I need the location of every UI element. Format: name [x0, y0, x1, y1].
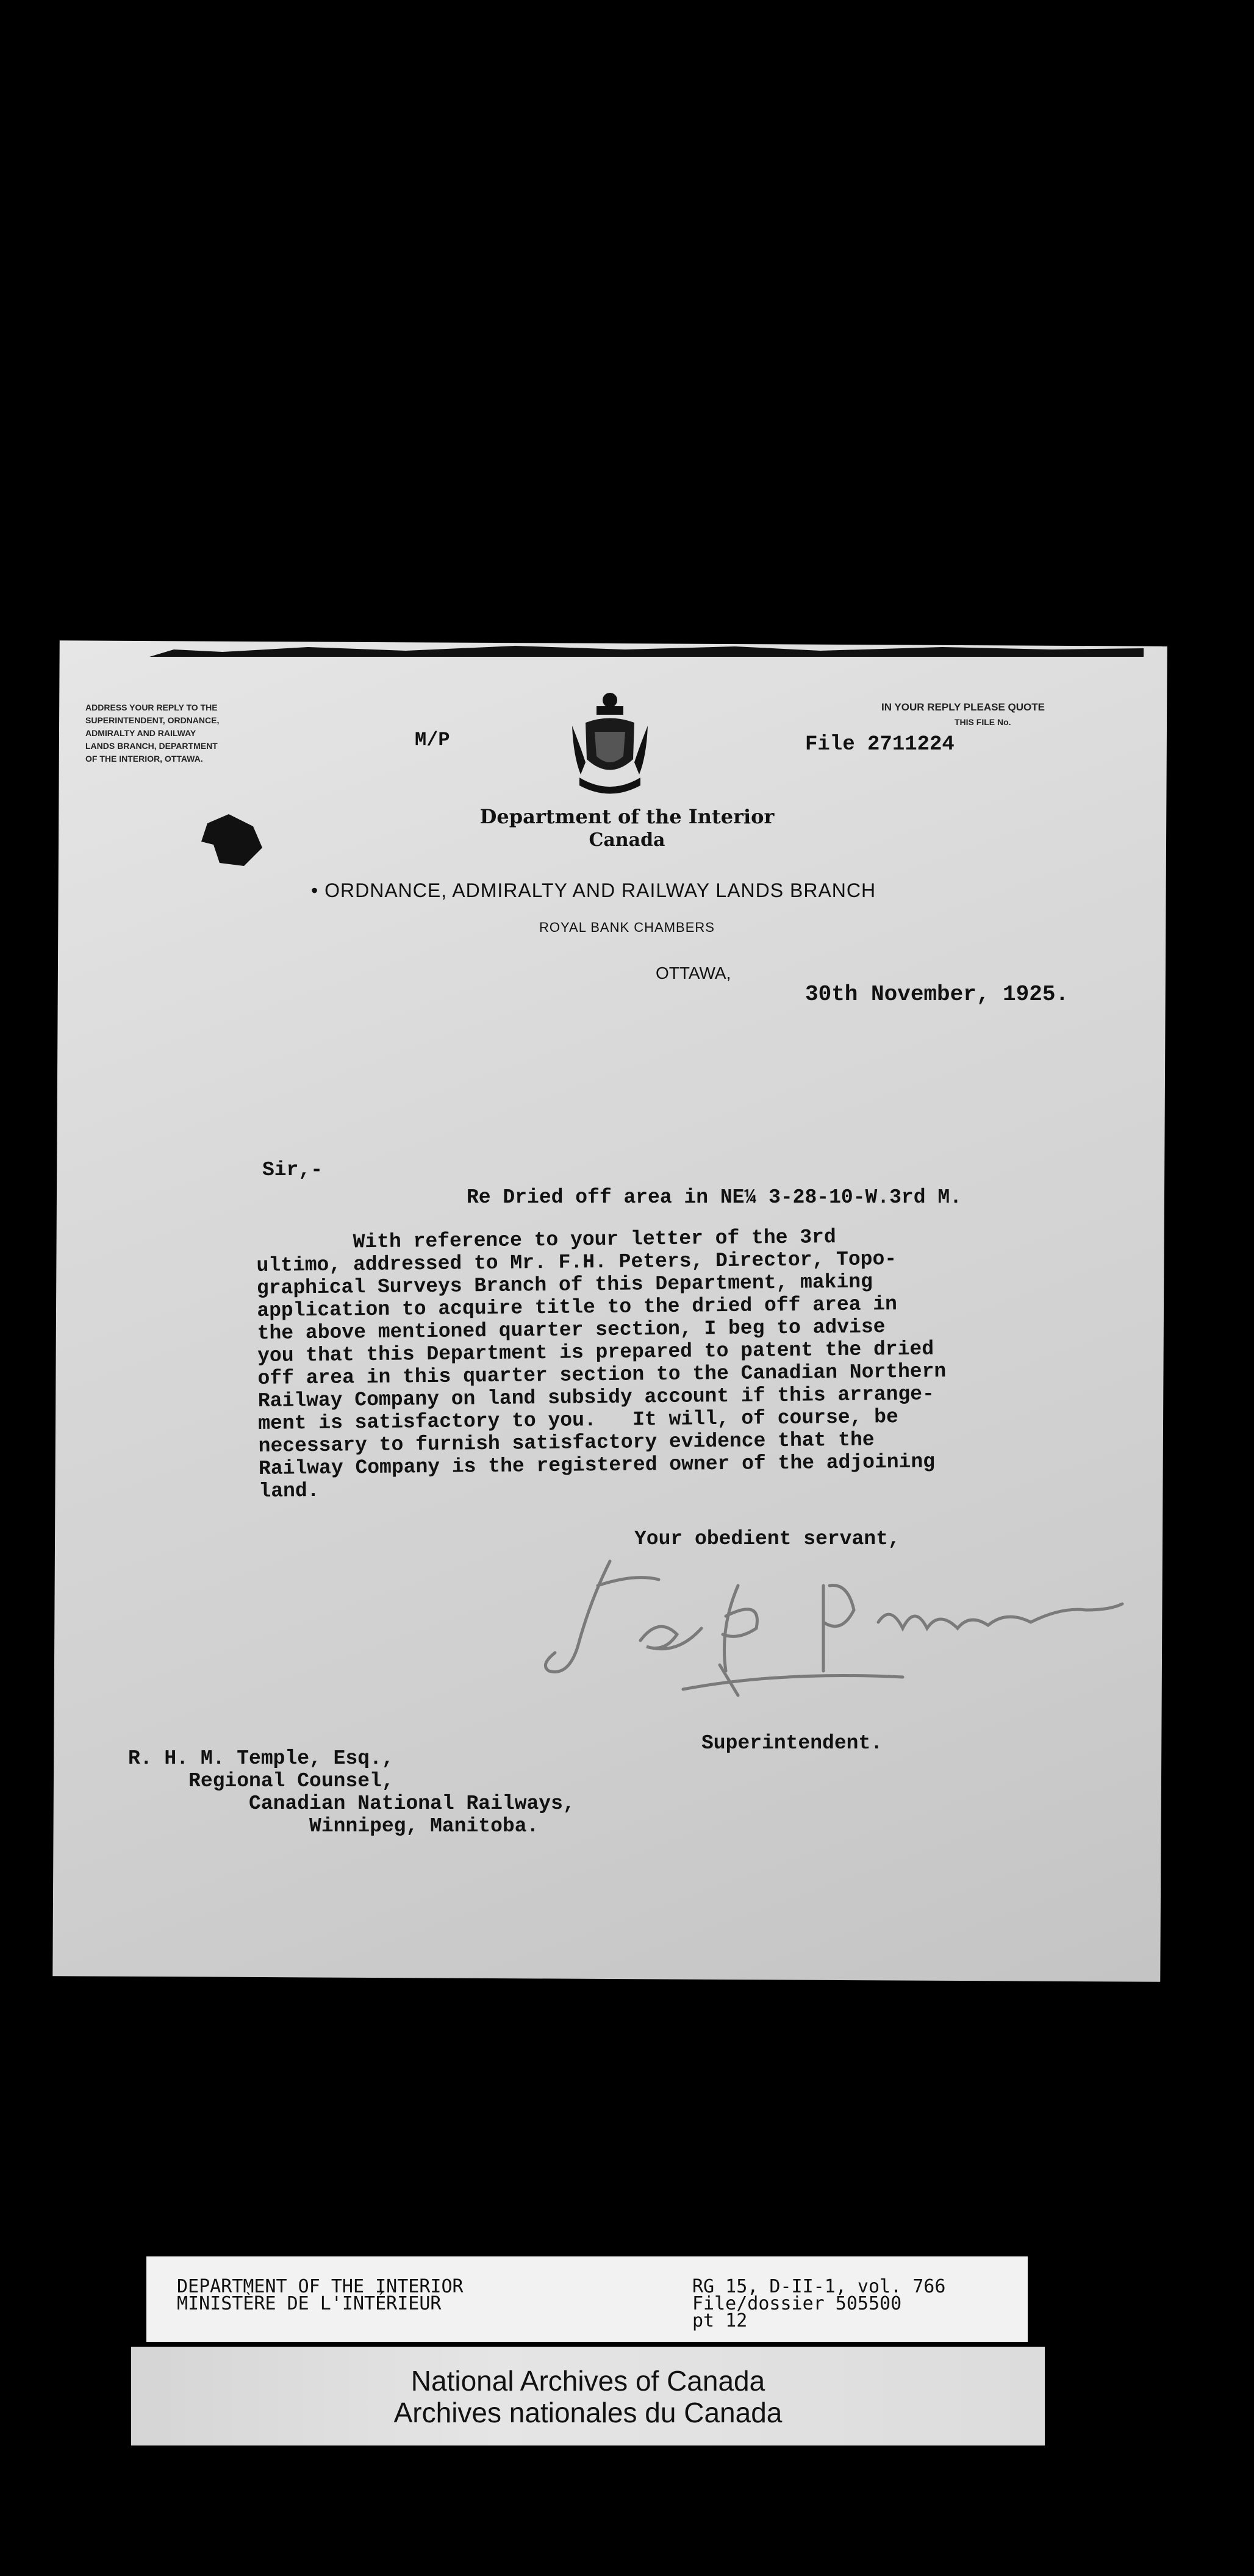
address-reply-note: ADDRESS YOUR REPLY TO THE SUPERINTENDENT, ORDNANCE, ADMIRALTY AND RAILWAY LANDS BRANCH, DEPARTMENT OF THE INTERIOR, OTTAWA.	[85, 703, 220, 764]
recipient-address	[128, 1747, 575, 1837]
initials: M/P	[415, 729, 450, 751]
archives-name-fr: Archives nationales du Canada	[393, 2397, 783, 2428]
archive-file-reference: RG 15, D-II-1, vol. 766 File/dossier 505500 pt 12	[692, 2276, 946, 2331]
reply-quote-note	[881, 701, 1138, 727]
salutation: Sir,-	[262, 1159, 323, 1181]
recipient-line: Canadian National Railways,	[128, 1792, 575, 1815]
letter-date: 30th November, 1925.	[805, 982, 1069, 1007]
body-line: graphical Surveys Branch of this Department, making	[256, 1270, 873, 1300]
archive-reference-label	[146, 2256, 1028, 2342]
body-line: the above mentioned quarter section, I beg to advise	[257, 1315, 886, 1345]
archives-name-en: National Archives of Canada	[410, 2365, 765, 2397]
coat-of-arms-icon	[567, 689, 653, 796]
department-name: Department of the Interior	[479, 805, 775, 828]
reply-quote-label: IN YOUR REPLY PLEASE QUOTE	[881, 701, 1045, 713]
body-line: land.	[259, 1479, 320, 1503]
chambers-name: ROYAL BANK CHAMBERS	[539, 920, 715, 935]
branch-name: • ORDNANCE, ADMIRALTY AND RAILWAY LANDS BRANCH	[311, 879, 876, 901]
body-line: Railway Company on land subsidy account if this arrange-	[257, 1383, 935, 1412]
handwritten-signature	[537, 1549, 1134, 1708]
body-line: ultimo, addressed to Mr. F.H. Peters, Director, Topo-	[256, 1248, 897, 1277]
archives-banner	[131, 2347, 1045, 2445]
body-line: With reference to your letter of the 3rd	[256, 1226, 836, 1254]
body-line: Railway Company is the registered owner of the adjoining	[258, 1450, 936, 1480]
body-line: off area in this quarter section to the Canadian Northern	[257, 1360, 947, 1390]
body-line: you that this Department is prepared to patent the dried	[257, 1337, 934, 1367]
recipient-line: Winnipeg, Manitoba.	[128, 1815, 539, 1837]
recipient-line: Regional Counsel,	[128, 1770, 394, 1792]
file-number: File 2711224	[805, 733, 955, 756]
place: OTTAWA,	[656, 964, 731, 982]
body-line: ment is satisfactory to you. It will, of course, be	[258, 1405, 899, 1435]
archive-department-text: DEPARTMENT OF THE INTERIOR MINISTÈRE DE L'INTÉRIEUR	[177, 2276, 464, 2314]
signatory-title: Superintendent.	[701, 1732, 883, 1755]
country-name: Canada	[589, 829, 665, 851]
recipient-line: R. H. M. Temple, Esq.,	[128, 1747, 394, 1770]
letter-body	[256, 1223, 1064, 1503]
body-line: necessary to furnish satisfactory evidence that the	[258, 1428, 875, 1458]
subject-line: Re Dried off area in NE¼ 3-28-10-W.3rd M.	[467, 1186, 962, 1209]
file-no-label: THIS FILE No.	[955, 717, 1011, 727]
body-line: application to acquire title to the dried off area in	[257, 1293, 898, 1322]
closing: Your obedient servant,	[634, 1528, 900, 1550]
torn-top-edge	[149, 643, 1144, 657]
